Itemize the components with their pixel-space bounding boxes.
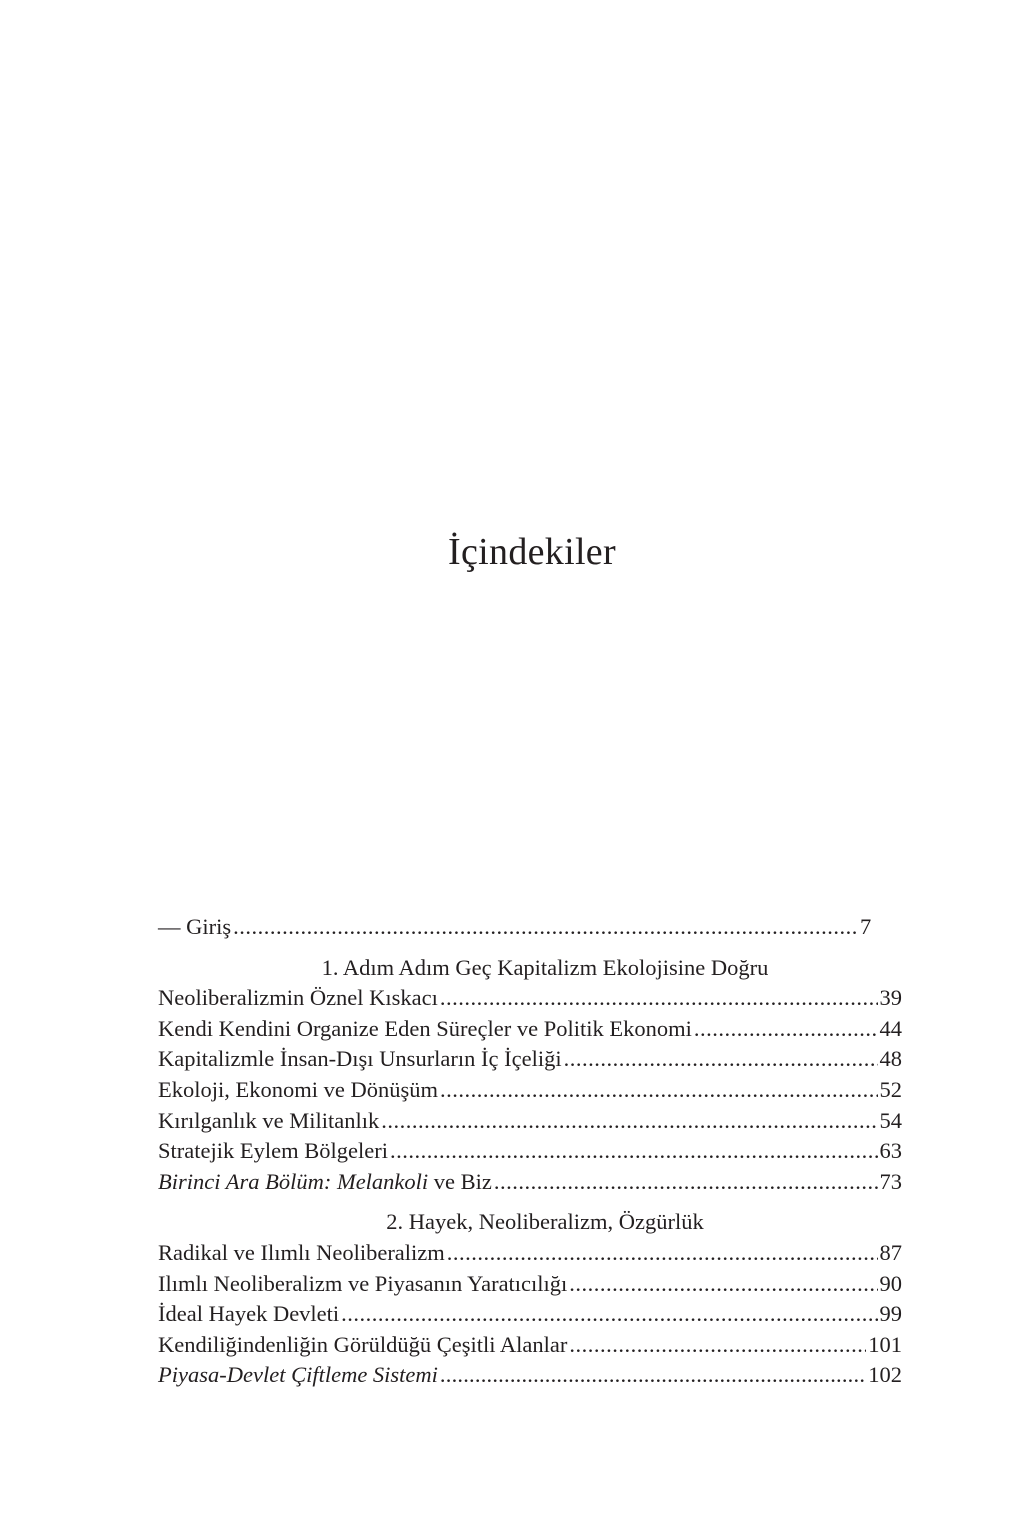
toc-entry-title: Piyasa-Devlet Çiftleme Sistemi bbox=[158, 1362, 438, 1388]
toc-entry-title: Stratejik Eylem Bölgeleri bbox=[158, 1138, 388, 1164]
section-heading: 2. Hayek, Neoliberalizm, Özgürlük bbox=[386, 1209, 704, 1235]
toc-entry-page: 87 bbox=[879, 1239, 902, 1265]
toc-entry-page: 101 bbox=[868, 1331, 902, 1357]
toc-entry-title: Kendi Kendini Organize Eden Süreçler ve Politik Ekonomi bbox=[158, 1015, 692, 1041]
dot-leader bbox=[341, 1299, 877, 1330]
toc-entry-title: Neoliberalizmin Öznel Kıskacı bbox=[158, 985, 438, 1011]
toc-entry[interactable] bbox=[158, 1075, 902, 1106]
toc-entry-title: İdeal Hayek Devleti bbox=[158, 1301, 340, 1327]
toc-entry[interactable] bbox=[158, 1167, 902, 1198]
toc-entry-page: 90 bbox=[879, 1270, 902, 1296]
toc-entry[interactable] bbox=[158, 1269, 902, 1300]
page-title: İçindekiler bbox=[448, 531, 616, 573]
toc-entry[interactable] bbox=[158, 1360, 902, 1391]
toc-entry-intro[interactable] bbox=[158, 912, 902, 943]
dot-leader bbox=[233, 912, 858, 943]
toc-entry-page: 73 bbox=[879, 1168, 902, 1194]
toc-entry-page: 39 bbox=[879, 985, 902, 1011]
toc-entry[interactable] bbox=[158, 1014, 902, 1045]
toc-entry[interactable] bbox=[158, 1330, 902, 1361]
toc-entry-title: Kırılganlık ve Militanlık bbox=[158, 1107, 380, 1133]
toc-entry[interactable] bbox=[158, 1238, 902, 1269]
dot-leader bbox=[440, 1360, 866, 1391]
toc-entry-page: 48 bbox=[879, 1046, 902, 1072]
toc-entry[interactable] bbox=[158, 1136, 902, 1167]
toc-entry-page: 7 bbox=[860, 914, 872, 939]
dot-leader bbox=[440, 1075, 878, 1106]
toc-entry-title: Kapitalizmle İnsan-Dışı Unsurların İç İçeliği bbox=[158, 1046, 562, 1072]
toc-entry-page: 54 bbox=[879, 1107, 902, 1133]
dot-leader bbox=[564, 1044, 878, 1075]
dot-leader bbox=[694, 1014, 878, 1045]
toc-entry-title-italic: Birinci Ara Bölüm: Melankoli bbox=[158, 1168, 429, 1194]
table-of-contents bbox=[158, 912, 902, 1391]
dot-leader bbox=[569, 1330, 866, 1361]
dot-leader bbox=[440, 983, 878, 1014]
toc-entry-page: 52 bbox=[879, 1076, 902, 1102]
toc-entry-title: — Giriş bbox=[158, 914, 232, 939]
toc-entry-page: 63 bbox=[879, 1138, 902, 1164]
toc-entry-title: Radikal ve Ilımlı Neoliberalizm bbox=[158, 1239, 445, 1265]
section-heading: 1. Adım Adım Geç Kapitalizm Ekolojisine Doğru bbox=[321, 954, 769, 980]
toc-entry-title: Ilımlı Neoliberalizm ve Piyasanın Yaratıcılığı bbox=[158, 1270, 568, 1296]
toc-entry-title bbox=[158, 1167, 492, 1198]
toc-entry-title: Ekoloji, Ekonomi ve Dönüşüm bbox=[158, 1076, 438, 1102]
toc-entry[interactable] bbox=[158, 1044, 902, 1075]
dot-leader bbox=[381, 1106, 877, 1137]
dot-leader bbox=[390, 1136, 878, 1167]
toc-entry[interactable] bbox=[158, 983, 902, 1014]
toc-entry[interactable] bbox=[158, 1106, 902, 1137]
toc-entry-title: Kendiliğindenliğin Görüldüğü Çeşitli Alanlar bbox=[158, 1331, 568, 1357]
toc-entry[interactable] bbox=[158, 1299, 902, 1330]
toc-entry-page: 102 bbox=[868, 1362, 902, 1388]
toc-entry-page: 99 bbox=[879, 1301, 902, 1327]
dot-leader bbox=[569, 1269, 877, 1300]
toc-entry-title-rest: ve Biz bbox=[428, 1168, 492, 1194]
toc-entry-page: 44 bbox=[879, 1015, 902, 1041]
dot-leader bbox=[447, 1238, 878, 1269]
dot-leader bbox=[494, 1167, 878, 1198]
